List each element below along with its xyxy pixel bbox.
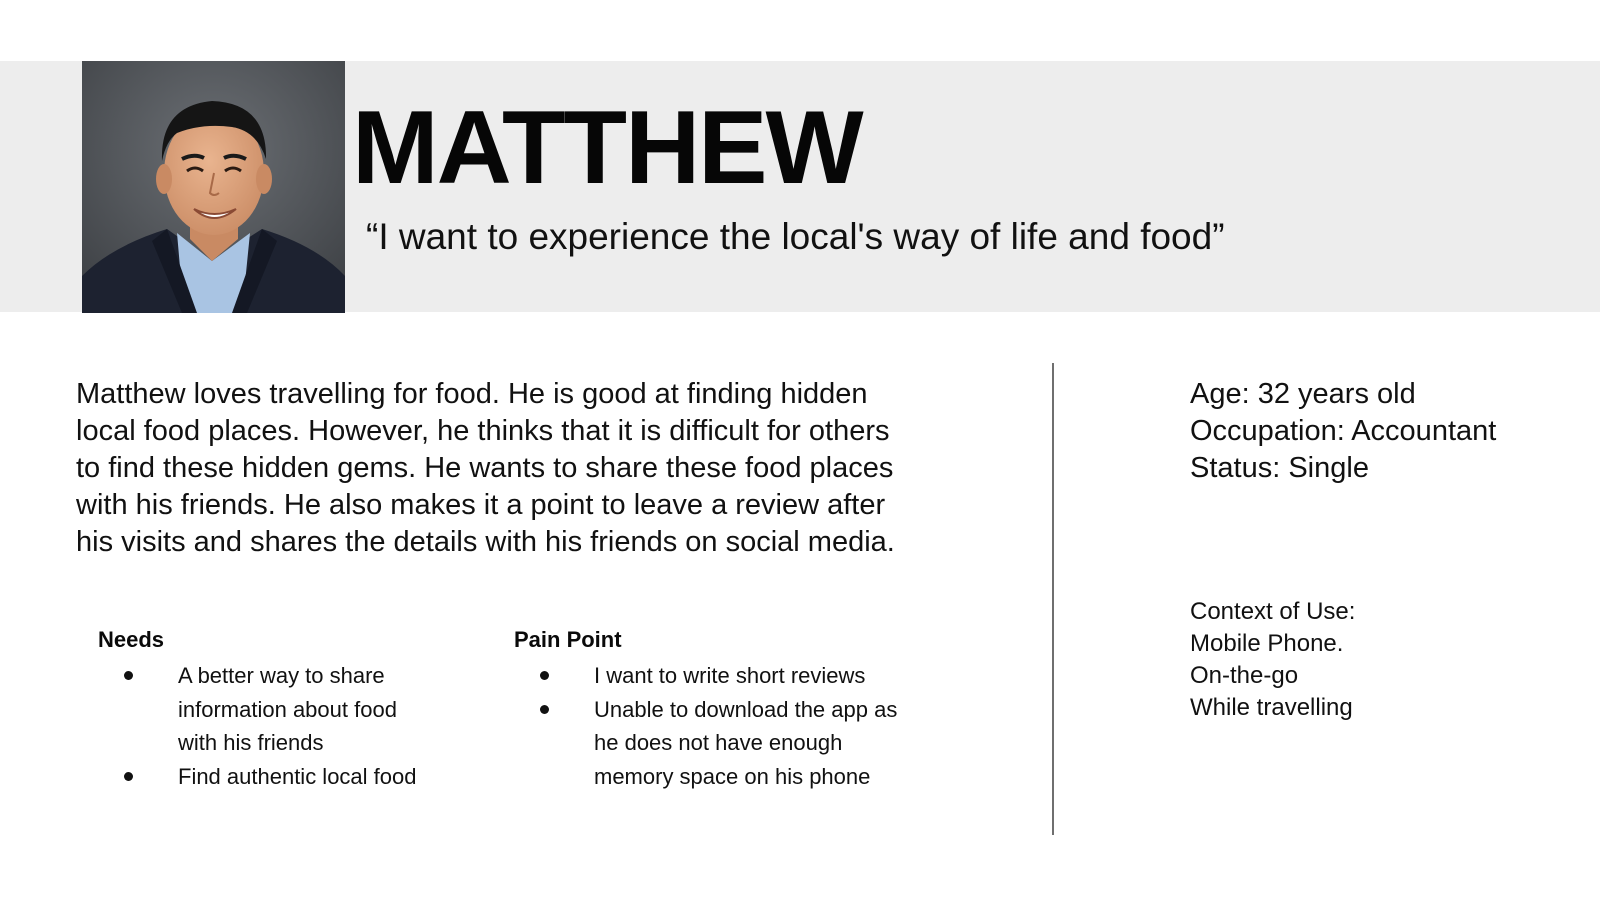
- persona-name: MATTHEW: [352, 90, 862, 206]
- persona-bio: [76, 376, 976, 561]
- person-photo: [82, 61, 345, 313]
- list-item-line: Unable to download the app as: [594, 696, 898, 722]
- list-item-line: I want to write short reviews: [594, 663, 866, 688]
- needs-title: Needs: [98, 627, 165, 652]
- list-item: [514, 659, 974, 693]
- list-item: [98, 659, 478, 760]
- pain-point-title: Pain Point: [514, 627, 622, 652]
- bio-line: his visits and shares the details with his friends on social media.: [76, 526, 895, 558]
- fact-age: Age: 32 years old: [1190, 378, 1416, 410]
- list-item-line: he does not have enough: [594, 730, 843, 755]
- bullet-icon: [540, 705, 549, 714]
- list-item: [98, 760, 478, 794]
- fact-status: Status: Single: [1190, 452, 1369, 484]
- person-portrait-icon: [82, 61, 345, 313]
- list-item-line: with his friends: [178, 730, 324, 755]
- context-item: While travelling: [1190, 694, 1353, 721]
- pain-point-section: [514, 625, 974, 793]
- bio-line: Matthew loves travelling for food. He is good at finding hidden: [76, 378, 868, 410]
- bio-line: local food places. However, he thinks that it is difficult for others: [76, 415, 890, 447]
- list-item-line: Find authentic local food: [178, 763, 417, 789]
- list-item-line: memory space on his phone: [594, 763, 871, 789]
- context-of-use: [1190, 596, 1355, 724]
- context-item: Mobile Phone.: [1190, 630, 1344, 657]
- context-title: Context of Use:: [1190, 598, 1356, 625]
- pain-point-list: [514, 659, 974, 793]
- list-item: [514, 693, 974, 794]
- list-item-line: information about food: [178, 696, 397, 722]
- needs-section: [98, 625, 478, 793]
- vertical-divider: [1052, 363, 1054, 835]
- needs-list: [98, 659, 478, 793]
- bullet-icon: [124, 671, 133, 680]
- persona-quote: “I want to experience the local's way of life and food”: [366, 216, 1225, 257]
- bullet-icon: [540, 671, 549, 680]
- persona-facts: [1190, 376, 1496, 487]
- fact-occupation: Occupation: Accountant: [1190, 415, 1497, 447]
- context-item: On-the-go: [1190, 662, 1299, 689]
- list-item-line: A better way to share: [178, 663, 385, 688]
- bio-line: to find these hidden gems. He wants to share these food places: [76, 452, 894, 484]
- bio-line: with his friends. He also makes it a point to leave a review after: [76, 489, 886, 521]
- bullet-icon: [124, 772, 133, 781]
